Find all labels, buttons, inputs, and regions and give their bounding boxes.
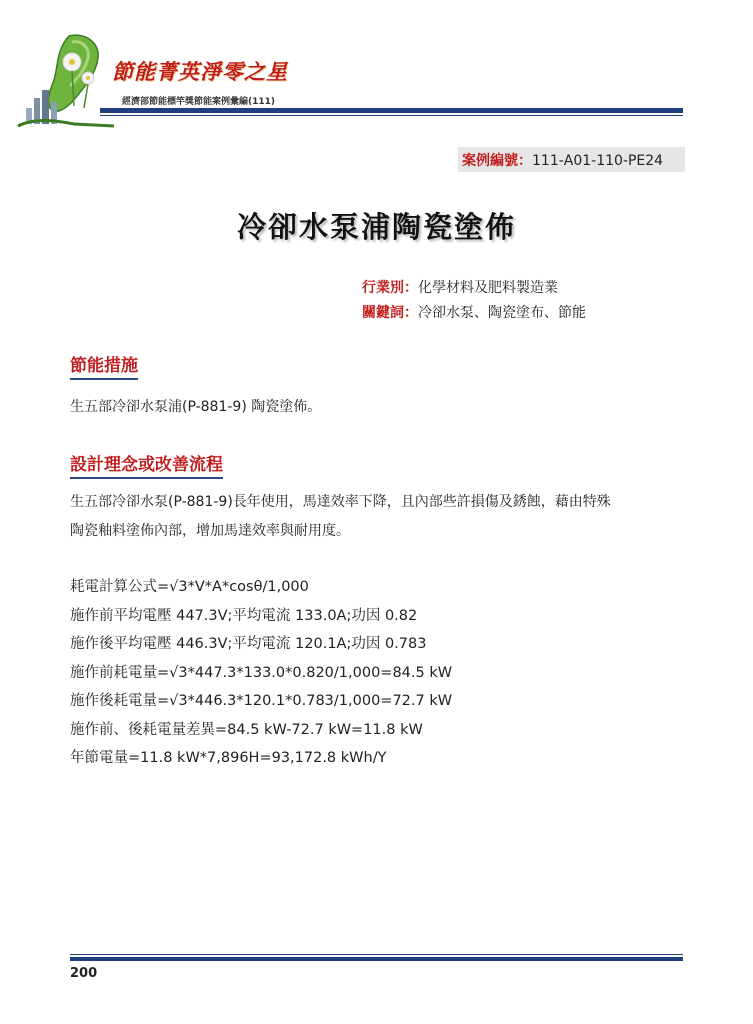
brand-title: 節能菁英淨零之星 — [112, 59, 288, 84]
measures-line: 生五部冷卻水泵浦(P-881-9) 陶瓷塗佈。 — [70, 399, 322, 415]
brand-subtitle: 經濟部節能標竿獎節能案例彙編(111) — [122, 97, 276, 107]
design-line-2: 陶瓷釉料塗佈內部，增加馬達效率與耐用度。 — [70, 523, 350, 539]
calculation-line: 施作前平均電壓 447.3V;平均電流 133.0A;功因 0.82 — [70, 607, 418, 624]
header-rule-thin — [100, 115, 683, 116]
industry-line — [362, 277, 558, 297]
footer-rule — [70, 957, 683, 961]
case-number-label: 案例編號： — [462, 153, 532, 169]
calculation-line: 年節電量=11.8 kW*7,896H=93,172.8 kWh/Y — [70, 750, 387, 766]
calculation-line: 施作前耗電量=√3*447.3*133.0*0.820/1,000=84.5 kW — [70, 664, 453, 681]
section-heading-measures: 節能措施 — [70, 351, 138, 380]
footer-rule-thin — [70, 954, 683, 955]
keywords-value: 冷卻水泵、陶瓷塗布、節能 — [418, 305, 586, 321]
calculation-line: 施作後耗電量=√3*446.3*120.1*0.783/1,000=72.7 kW — [70, 693, 453, 709]
keywords-line — [362, 302, 586, 322]
page-number: 200 — [70, 966, 98, 981]
case-number-value: 111-A01-110-PE24 — [532, 153, 664, 169]
case-number-box — [458, 147, 685, 172]
industry-label: 行業別： — [362, 280, 418, 296]
page-title: 冷卻水泵浦陶瓷塗佈 — [236, 210, 516, 244]
calculation-line: 耗電計算公式=√3*V*A*cosθ/1,000 — [70, 579, 309, 595]
section-heading-design: 設計理念或改善流程 — [70, 450, 223, 479]
calculation-line: 施作前、後耗電量差異=84.5 kW-72.7 kW=11.8 kW — [70, 721, 423, 738]
calculation-list — [70, 575, 452, 775]
industry-value: 化學材料及肥料製造業 — [418, 280, 558, 296]
keywords-label: 關鍵詞： — [362, 305, 418, 321]
header-rule — [100, 108, 683, 113]
design-line-1: 生五部冷卻水泵(P-881-9)長年使用，馬達效率下降，且內部些許損傷及銹蝕，藉由特殊 — [70, 494, 611, 510]
taiwan-dandelion-logo-icon — [14, 28, 124, 128]
calculation-line: 施作後平均電壓 446.3V;平均電流 120.1A;功因 0.783 — [70, 636, 427, 652]
